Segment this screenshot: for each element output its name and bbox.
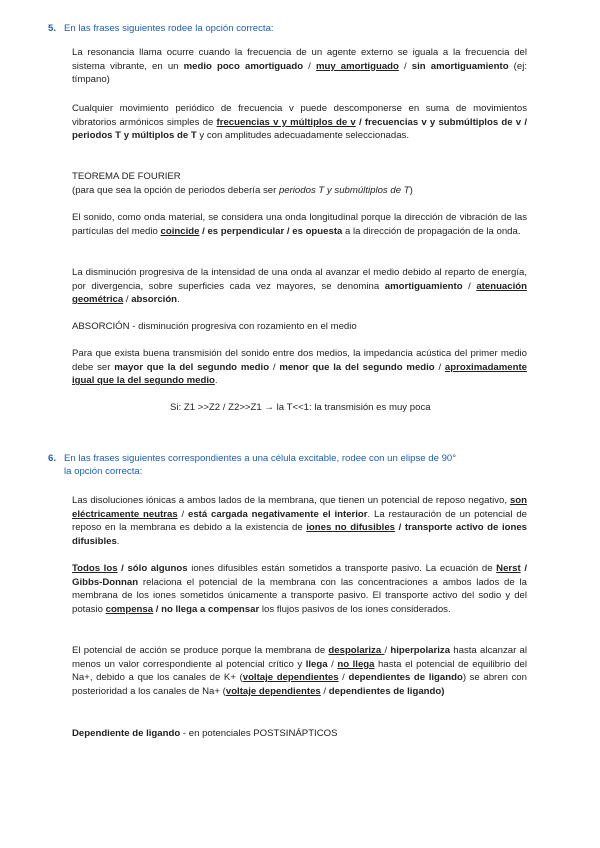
text: . [214,375,218,387]
separator: / [520,563,527,574]
option-aproximadamente-igual-selected: aproximadamente igual que la del segundo medio [72,361,528,387]
text: - en potenciales POSTSINÁPTICOS [180,728,338,739]
question-6-title-line1: En las frases siguientes correspondientes a una célula excitable, rodee con un elipse de 90° [64,453,457,464]
text: . [367,508,371,520]
option-frecuencias-submultiplos: frecuencias v y submúltiplos de v [364,116,522,128]
q5-paragraph-attenuation [72,266,527,307]
q5-paragraph-impedance [72,347,527,388]
option-medio-poco-amortiguado: medio poco amortiguado [183,60,304,72]
text: (para que sea la opción de periodos debería ser [72,184,279,196]
option-llega: llega [305,658,328,670]
separator: / [355,116,365,128]
separator: / [395,522,405,534]
q5-paragraph-fourier [72,102,527,143]
q5-paragraph-resonance [72,46,527,87]
text: relaciona el potencial de la membrana con las concentraciones a ambos lados de la membrana de los iones sometidos únicamente a transporte pasivo. El transporte activo del sodio y del potasio [72,576,527,615]
option-periodos-multiplos: periodos T y múltiplos de T [72,130,197,142]
q5-note-absorcion [72,320,527,334]
q5-paragraph-sound [72,211,527,238]
option-mayor: mayor que la del segundo medio [114,361,270,373]
option-transporte-activo: transporte activo de iones difusibles [72,522,528,547]
option-atenuacion-geometrica-selected: atenuación geométrica [72,280,527,306]
text: ) [409,184,413,196]
separator: / [338,672,349,684]
option-hiperpolariza: hiperpolariza [390,645,451,656]
text: . [177,294,180,306]
text: ) se abren con posterioridad a los canales de Na+ ( [72,672,527,697]
option-k-voltaje-dependientes-selected: voltaje dependientes [242,672,339,684]
question-6-number: 6. [48,453,57,464]
text: (ej: tímpano) [72,60,527,86]
text: los flujos pasivos de los iones considerados. [259,603,451,615]
separator: / [123,294,132,306]
text: Para que exista buena transmisión del sonido entre dos medios, la impedancia acústica del primer medio debe ser [72,348,527,373]
option-es-perpendicular: es perpendicular [207,225,285,237]
option-compensa-selected: compensa [105,603,154,615]
text: y con amplitudes adecuadamente seleccionadas. [196,130,409,142]
separator: / [284,225,293,237]
option-k-dependientes-ligando: dependientes de ligando [348,672,463,684]
question-5-heading [48,22,274,35]
option-no-llega-a-compensar: no llega a compensar [161,603,260,615]
text: La disminución progresiva de la intensidad de una onda al avanzar el medio debido al reparto de energía, por divergencia, sobre superficies cada vez mayores, se denomina [72,267,527,292]
separator: / [521,116,527,128]
q6-paragraph-ionic [72,494,527,548]
separator: / [153,603,162,615]
text: ABSORCIÓN - disminución progresiva con rozamiento en el medio [72,321,357,332]
fourier-heading: TEOREMA DE FOURIER [72,171,181,182]
separator: / [327,658,338,670]
q5-note-fourier [72,170,527,197]
text: ) [441,685,445,697]
separator: / [462,280,477,292]
option-cargada-negativamente: está cargada negativamente el interior [188,508,368,520]
q6-paragraph-transport [72,562,527,616]
text: La resonancia llama ocurre cuando la frecuencia de un agente externo se iguala a la frecuencia del sistema vibrante, en un [72,47,527,72]
option-es-opuesta: es opuesta [292,225,343,237]
question-6-title-line2: la opción correcta: [64,466,143,477]
text: hasta alcanzar al menos un valor correspondiente al potencial crítico y [72,645,527,670]
separator: / [320,685,329,697]
text: La restauración de un potencial de reposo en la membrana es debido a la existencia de [72,508,528,534]
text: Las disoluciones iónicas a ambos lados de la membrana, que tienen un potencial de reposo negativo, [72,495,510,506]
option-sin-amortiguamiento: sin amortiguamiento [411,60,509,72]
option-despolariza-selected: despolariza [328,645,385,656]
option-muy-amortiguado-selected: muy amortiguado [315,60,399,72]
option-na-voltaje-dependientes-selected: voltaje dependientes [225,685,321,697]
separator: / [177,508,188,520]
option-electricamente-neutras-selected: son eléctricamente neutras [72,495,527,520]
separator: / [199,225,208,237]
italic-note: periodos T y submúltiplos de T [278,184,410,196]
question-5-title: En las frases siguientes rodee la opción correcta: [64,23,274,34]
option-menor: menor que la del segundo medio [279,361,435,373]
text: El potencial de acción se produce porque la membrana de [72,645,329,656]
note-dependiente-de-ligando: Dependiente de ligando [72,728,181,739]
separator: / [434,361,445,373]
option-coincide-selected: coincide [160,225,200,237]
text: hasta el potencial de equilibrio del Na+, debido a que los canales de K+ ( [72,658,528,684]
option-absorcion: absorción [131,294,178,306]
q6-note-ligand [72,727,527,741]
option-nerst-selected: Nerst [496,563,521,574]
option-na-dependientes-ligando: dependientes de ligando [328,685,442,697]
separator: / [117,563,128,574]
separator: / [269,361,280,373]
separator: / [398,60,412,72]
option-solo-algunos: sólo algunos [127,563,188,574]
option-amortiguamiento: amortiguamiento [384,280,463,292]
q6-paragraph-action-potential [72,644,527,698]
option-todos-los-selected: Todos los [72,563,118,574]
question-6-heading [48,452,456,478]
separator: / [384,645,391,656]
text: Si: Z1 >>Z2 / Z2>>Z1 → la T<<1: la transmisión es muy poca [170,402,431,413]
option-frecuencias-multiplos-selected: frecuencias v y múltiplos de v [216,116,356,128]
text: . [116,535,120,547]
q5-note-transmission [170,401,530,415]
text: iones difusibles están sometidos a transporte pasivo. La ecuación de [187,563,497,574]
text: El sonido, como onda material, se considera una onda longitudinal porque la dirección de vibración de las partículas del medio [72,212,527,237]
option-gibbs-donnan: Gibbs-Donnan [72,576,139,588]
question-5-number: 5. [48,23,57,34]
option-no-llega-selected: no llega [337,658,375,670]
text: Cualquier movimiento periódico de frecuencia v puede descomponerse en suma de movimientos vibratorios armónicos simples de [72,103,527,128]
text: a la dirección de propagación de la onda. [342,225,521,237]
separator: / [303,60,316,72]
option-iones-no-difusibles-selected: iones no difusibles [306,522,395,534]
